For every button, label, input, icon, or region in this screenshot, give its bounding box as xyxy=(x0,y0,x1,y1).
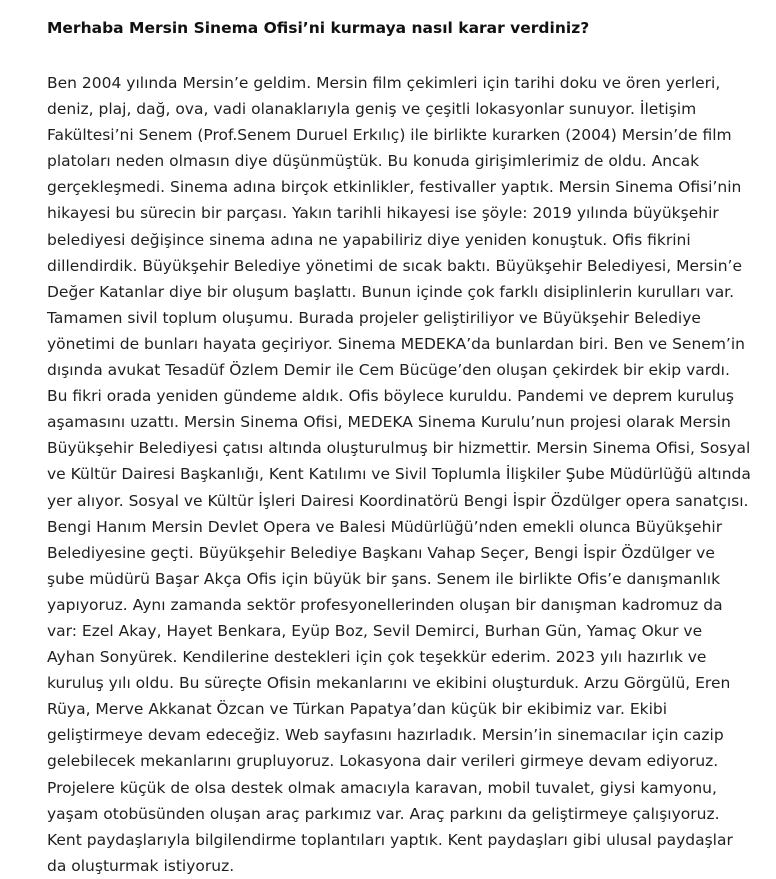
interview-question: Merhaba Mersin Sinema Ofisi’ni kurmaya nasıl karar verdiniz? xyxy=(47,19,590,37)
interview-answer: Ben 2004 yılında Mersin’e geldim. Mersin film çekimleri için tarihi doku ve ören yerleri, deniz, plaj, dağ, ova, vadi olanaklarıyla geniş ve çeşitli lokasyonlar sunuyor. İletişim Fakültesi’ni Senem (Prof.Senem Duruel Erkılıç) ile birlikte kurarken (2004) Mersin’de film platoları neden olmasın diye düşünmüştük. Bu konuda girişimlerimiz de oldu. Ancak gerçekleşmedi. Sinema adına birçok etkinlikler, festivaller yaptık. Mersin Sinema Ofisi’nin hikayesi bu sürecin bir parçası. Yakın tarihli hikayesi ise şöyle: 2019 yılında büyükşehir belediyesi değişince sinema adına ne yapabiliriz diye yeniden konuştuk. Ofis fikrini dillendirdik. Büyükşehir Belediye yönetimi de sıcak baktı. Büyükşehir Belediyesi, Mersin’e Değer Katanlar diye bir oluşum başlattı. Bunun içinde çok farklı disiplinlerin kurulları var. Tamamen sivil toplum oluşumu. Burada projeler geliştiriliyor ve Büyükşehir Belediye yönetimi de bunları hayata geçiriyor. Sinema MEDEKA’da bunlardan biri. Ben ve Senem’in dışında avukat Tesadüf Özlem Demir ile Cem Bücüge’den oluşan çekirdek bir ekip vardı. Bu fikri orada yeniden gündeme aldık. Ofis böylece kuruldu. Pandemi ve deprem kuruluş aşamasını uzattı. Mersin Sinema Ofisi, MEDEKA Sinema Kurulu’nun projesi olarak Mersin Büyükşehir Belediyesi çatısı altında oluşturulmuş bir hizmettir. Mersin Sinema Ofisi, Sosyal ve Kültür Dairesi Başkanlığı, Kent Katılımı ve Sivil Toplumla İlişkiler Şube Müdürlüğü altında yer alıyor. Sosyal ve Kültür İşleri Dairesi Koordinatörü Bengi İspir Özdülger opera sanatçısı. Bengi Hanım Mersin Devlet Opera ve Balesi Müdürlüğü’nden emekli olunca Büyükşehir Belediyesine geçti. Büyükşehir Belediye Başkanı Vahap Seçer, Bengi İspir Özdülger ve şube müdürü Başar Akça Ofis için büyük bir şans. Senem ile birlikte Ofis’e danışmanlık yapıyoruz. Aynı zamanda sektör profesyonellerinden oluşan bir danışman kadromuz da var: Ezel Akay, Hayet Benkara, Eyüp Boz, Sevil Demirci, Burhan Gün, Yamaç Okur ve Ayhan Sonyürek. Kendilerine destekleri için çok teşekkür ederim. 2023 yılı hazırlık ve kuruluş yılı oldu. Bu süreçte Ofisin mekanlarını ve ekibini oluşturduk. Arzu Görgülü, Eren Rüya, Merve Akkanat Özcan ve Türkan Papatya’dan küçük bir ekibimiz var. Ekibi geliştirmeye devam edeceğiz. Web sayfasını hazırladık. Mersin’in sinemacılar için cazip gelebilecek mekanlarını grupluyoruz. Lokasyona dair verileri girmeye devam ediyoruz. Projelere küçük de olsa destek olmak amacıyla karavan, mobil tuvalet, giysi kamyonu, yaşam otobüsünden oluşan araç parkımız var. Araç parkını da geliştirmeye çalışıyoruz. Kent paydaşlarıyla bilgilendirme toplantıları yaptık. Kent paydaşları gibi ulusal paydaşlar da oluşturmak istiyoruz. xyxy=(47,74,751,875)
